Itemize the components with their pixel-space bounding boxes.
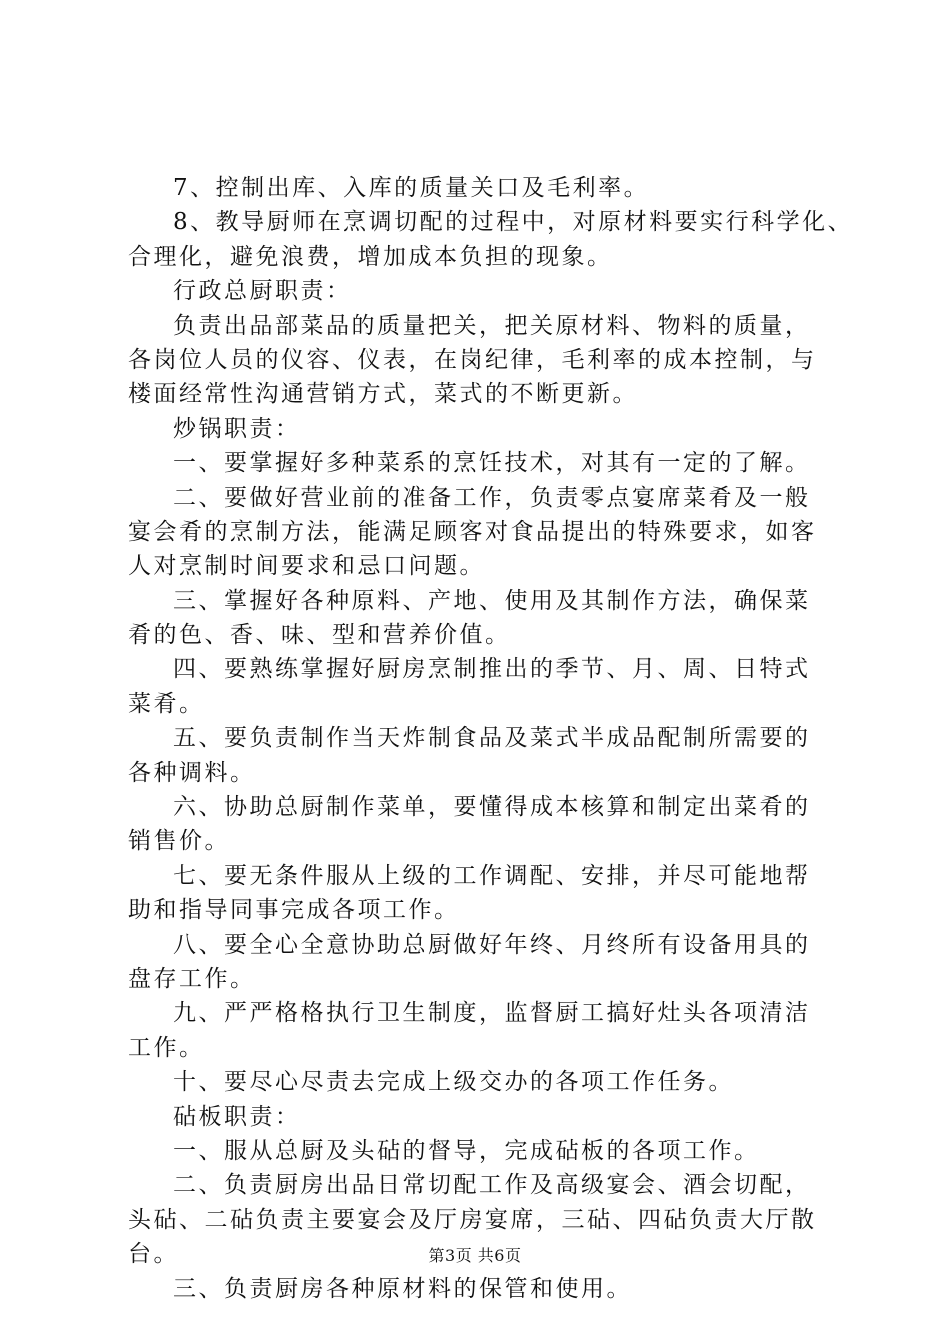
page-footer: 第3页 共6页 [428,1246,522,1265]
text-line: 一、要掌握好多种菜系的烹饪技术，对其有一定的了解。 [173,450,811,477]
text-line: 人对烹制时间要求和忌口问题。 [128,553,485,580]
text-line: 销售价。 [128,828,230,855]
text-line: 肴的色、香、味、型和营养价值。 [128,622,511,649]
text-line: 头砧、二砧负责主要宴会及厅房宴席，三砧、四砧负责大厅散 [128,1206,817,1233]
text-line: 三、掌握好各种原料、产地、使用及其制作方法，确保菜 [173,587,811,614]
document-body [128,171,854,1306]
text-line: 合理化，避免浪费，增加成本负担的现象。 [128,243,613,270]
text-line: 负责出品部菜品的质量把关，把关原材料、物料的质量， [173,312,811,339]
text-line: 各岗位人员的仪容、仪表，在岗纪律，毛利率的成本控制，与 [128,346,817,373]
text-line: 四、要熟练掌握好厨房烹制推出的季节、月、周、日特式 [173,656,811,683]
text-line: 十、要尽心尽责去完成上级交办的各项工作任务。 [173,1069,734,1096]
text-line: 楼面经常性沟通营销方式，菜式的不断更新。 [128,381,638,408]
text-line: 宴会肴的烹制方法，能满足顾客对食品提出的特殊要求，如客 [128,518,817,545]
text-line: 各种调料。 [128,759,256,786]
text-line: 砧板职责： [173,1103,301,1130]
text-line: 三、负责厨房各种原材料的保管和使用。 [173,1275,632,1302]
text-line: 7、控制出库、入库的质量关口及毛利率。 [173,175,650,201]
text-line: 8、教导厨师在烹调切配的过程中，对原材料要实行科学化、 [173,209,854,236]
text-line: 菜肴。 [128,690,205,717]
text-line: 九、严严格格执行卫生制度，监督厨工搞好灶头各项清洁 [173,1000,811,1027]
text-line: 五、要负责制作当天炸制食品及菜式半成品配制所需要的 [173,725,811,752]
text-line: 八、要全心全意协助总厨做好年终、月终所有设备用具的 [173,931,811,958]
text-line: 助和指导同事完成各项工作。 [128,897,460,924]
text-line: 盘存工作。 [128,965,256,992]
text-line: 七、要无条件服从上级的工作调配、安排，并尽可能地帮 [173,862,811,889]
text-line: 行政总厨职责： [173,278,352,305]
text-line: 二、负责厨房出品日常切配工作及高级宴会、酒会切配， [173,1172,811,1199]
text-line: 台。 [128,1241,179,1268]
text-line: 六、协助总厨制作菜单，要懂得成本核算和制定出菜肴的 [173,794,811,821]
text-line: 炒锅职责： [173,415,301,442]
text-line: 一、服从总厨及头砧的督导，完成砧板的各项工作。 [173,1137,760,1164]
text-line: 二、要做好营业前的准备工作，负责零点宴席菜肴及一般 [173,484,811,511]
text-line: 工作。 [128,1034,205,1061]
